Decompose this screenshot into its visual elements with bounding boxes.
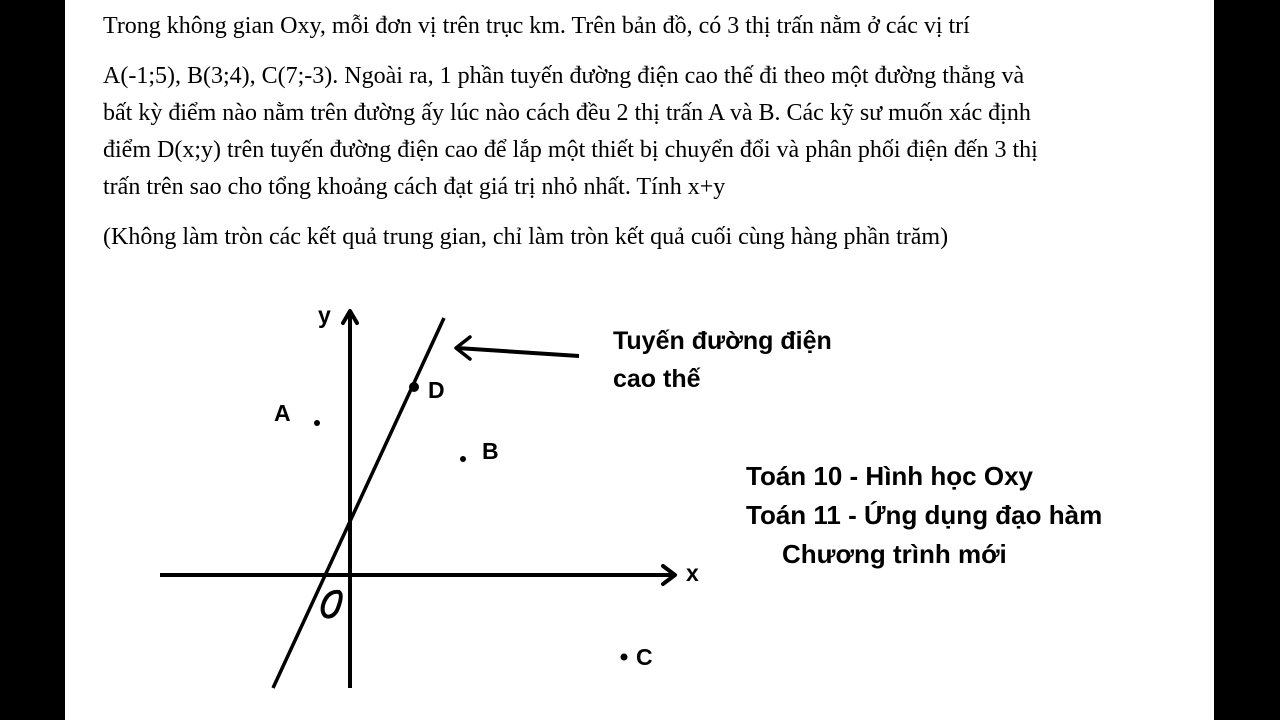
y-axis-label: y [318,302,331,328]
callout-line: Tuyến đường điện [613,327,832,355]
course-line-2: Toán 11 - Ứng dụng đạo hàm [746,500,1103,530]
point-b-label: B [482,438,499,464]
point-b-marker [460,456,466,462]
callout-line: cao thế [613,365,701,393]
course-line-3: Chương trình mới [782,539,1007,569]
document-page [65,0,1214,720]
rounding-note: (Không làm tròn các kết quả trung gian, chỉ làm tròn kết quả cuối cùng hàng phần trăm) [103,224,949,250]
course-line-1: Toán 10 - Hình học Oxy [746,461,1034,491]
point-c-label: C [636,644,653,670]
point-d-label: D [428,377,445,403]
problem-line: trấn trên sao cho tổng khoảng cách đạt giá trị nhỏ nhất. Tính x+y [103,174,726,200]
callout-arrow-icon [456,337,579,359]
problem-line: bất kỳ điểm nào nằm trên đường ấy lúc nào cách đều 2 thị trấn A và B. Các kỹ sư muốn xác định [103,100,1031,126]
x-axis [160,566,675,584]
point-c-marker [621,654,628,661]
problem-line: điểm D(x;y) trên tuyến đường điện cao để lắp một thiết bị chuyển đổi và phân phối điện đến 3 thị [103,137,1038,163]
course-info [746,457,1102,574]
point-a-label: A [274,400,291,426]
y-axis [343,311,357,688]
point-a-marker [314,420,320,426]
point-d-marker [409,382,419,392]
power-line [273,318,444,688]
x-axis-label: x [686,560,699,586]
problem-paragraph-1: Trong không gian Oxy, mỗi đơn vị trên trục km. Trên bản đồ, có 3 thị trấn nằm ở các vị trí [103,13,970,39]
origin-glyph [323,592,341,617]
coordinate-diagram [65,0,1214,720]
problem-line: A(-1;5), B(3;4), C(7;-3). Ngoài ra, 1 phần tuyến đường điện cao thế đi theo một đường thẳng và [103,63,1025,89]
power-line-callout [613,322,832,398]
